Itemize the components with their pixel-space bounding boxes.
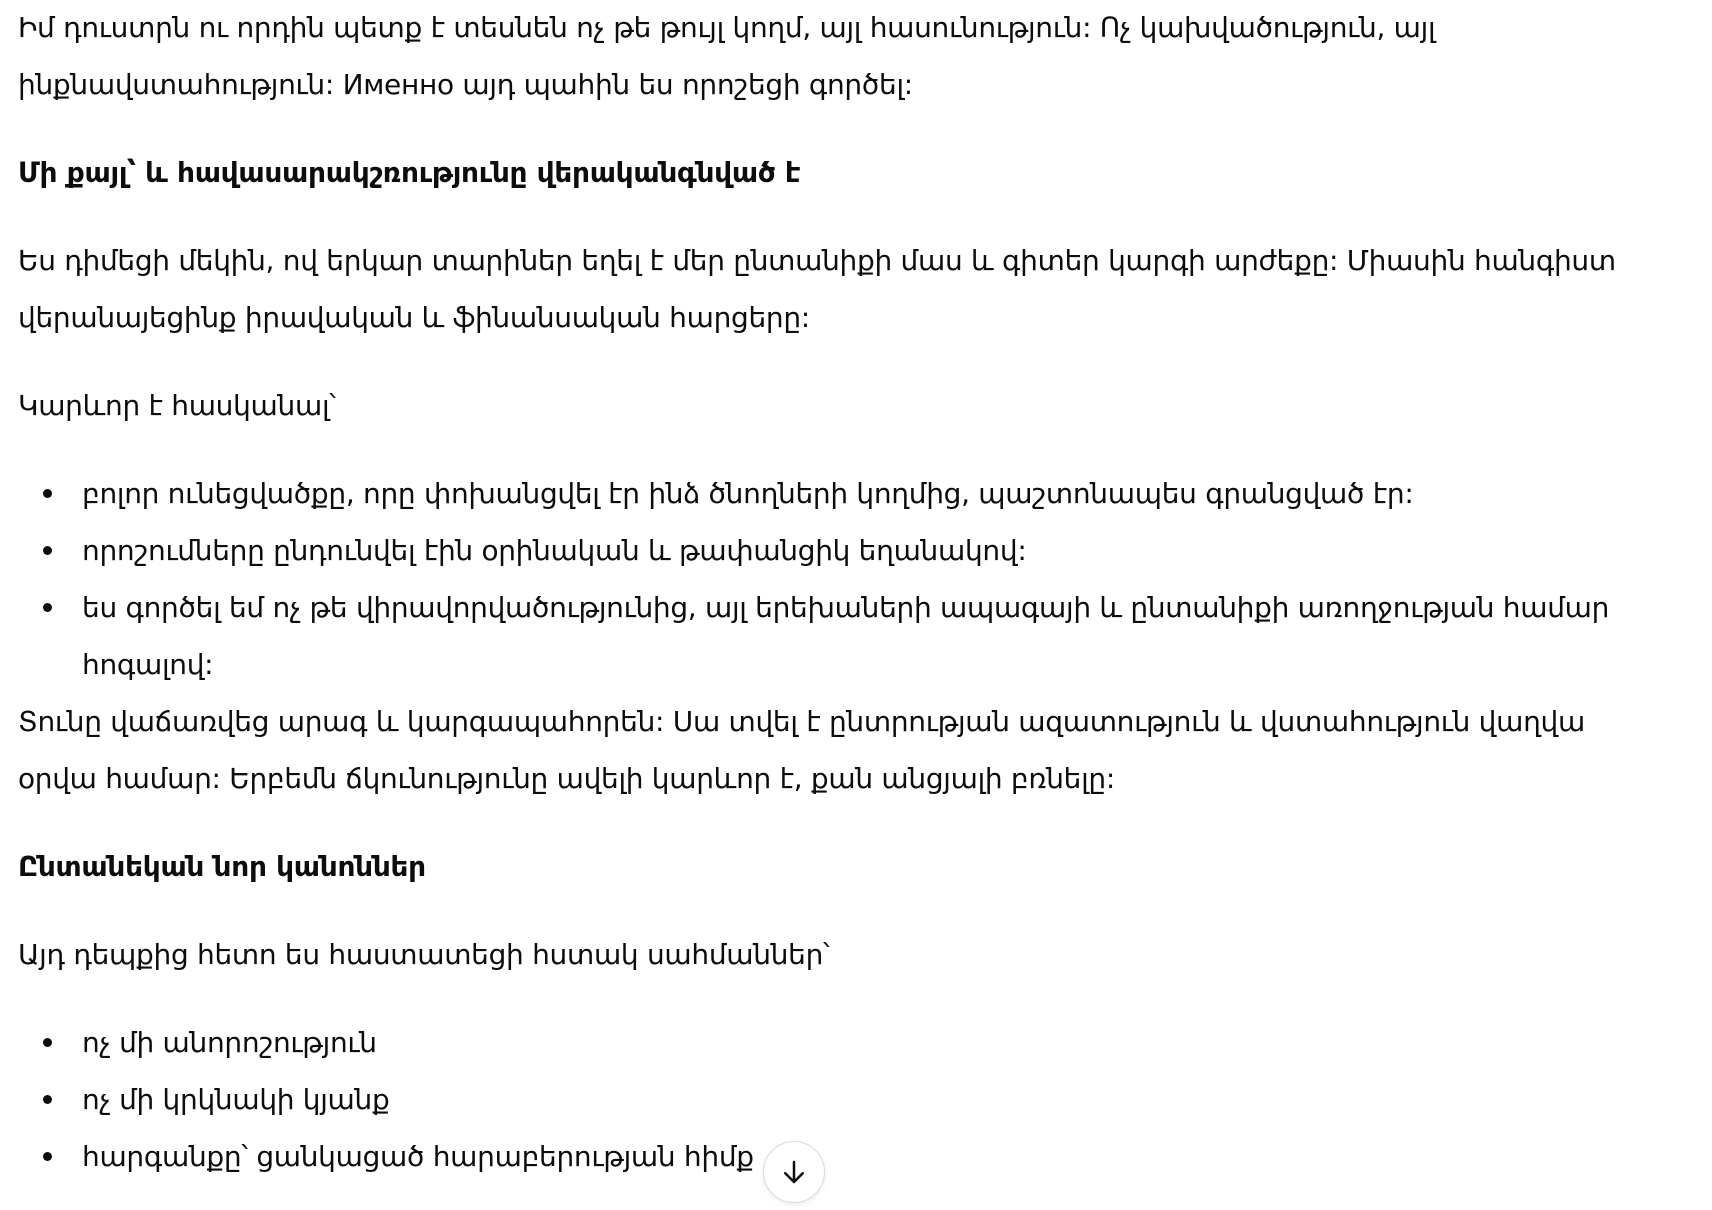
paragraph-intro: Իմ դուստրն ու որդին պետք է տեսնեն ոչ թե թույլ կողմ, այլ հասունություն: Ոչ կախվածություն, այլ ինքնավստահություն: Именно այդ պահին ես որոշեցի գործել: — [18, 11, 1436, 101]
list-item-text: ես գործել եմ ոչ թե վիրավորվածությունից, այլ երեխաների ապագայի և ընտանիքի առողջության համար հոգալով: — [82, 591, 1610, 681]
list-item — [18, 1071, 1618, 1128]
list-item — [18, 579, 1618, 693]
heading-one-step: Մի քայլ՝ և հավասարակշռությունը վերականգնված է — [18, 156, 801, 189]
paragraph-boundaries: Այդ դեպքից հետո ես հաստատեցի հստակ սահմաններ՝ — [18, 938, 830, 971]
list-item-text: ոչ մի անորոշություն — [82, 1026, 377, 1059]
list-item-text: ոչ մի կրկնակի կյանք — [82, 1083, 390, 1116]
bullet-icon — [43, 1095, 52, 1104]
list-item — [18, 465, 1618, 522]
bullet-icon — [43, 1038, 52, 1047]
list-item-text: բոլոր ունեցվածքը, որը փոխանցվել էր ինձ ծնողների կողմից, պաշտոնապես գրանցված էր: — [82, 477, 1414, 510]
arrow-down-icon — [779, 1157, 809, 1187]
paragraph-house-sold: Տունը վաճառվեց արագ և կարգապահորեն: Սա տվել է ընտրության ազատություն և վստահություն վաղվա օրվա համար: Երբեմն ճկունությունը ավելի կարևոր է, քան անցյալի բռնելը: — [18, 705, 1585, 795]
heading-family-rules: Ընտանեկան նոր կանոններ — [18, 850, 426, 883]
bullet-icon — [43, 546, 52, 555]
list-item — [18, 1014, 1618, 1071]
scroll-to-bottom-button[interactable] — [763, 1141, 825, 1203]
list-item-text: որոշումները ընդունվել էին օրինական և թափանցիկ եղանակով: — [82, 534, 1027, 567]
bullet-icon — [43, 1152, 52, 1161]
list-item-text: հարգանքը՝ ցանկացած հարաբերության հիմք — [82, 1140, 754, 1173]
important-points-list — [18, 465, 1618, 693]
paragraph-important: Կարևոր է հասկանալ՝ — [18, 389, 336, 422]
list-item — [18, 522, 1618, 579]
message-content — [18, 0, 1618, 1185]
paragraph-turned-to-someone: Ես դիմեցի մեկին, ով երկար տարիներ եղել է մեր ընտանիքի մաս և գիտեր կարգի արժեքը: Միասին հանգիստ վերանայեցինք իրավական և ֆինանսական հարցերը: — [18, 244, 1616, 334]
bullet-icon — [43, 489, 52, 498]
bullet-icon — [43, 603, 52, 612]
